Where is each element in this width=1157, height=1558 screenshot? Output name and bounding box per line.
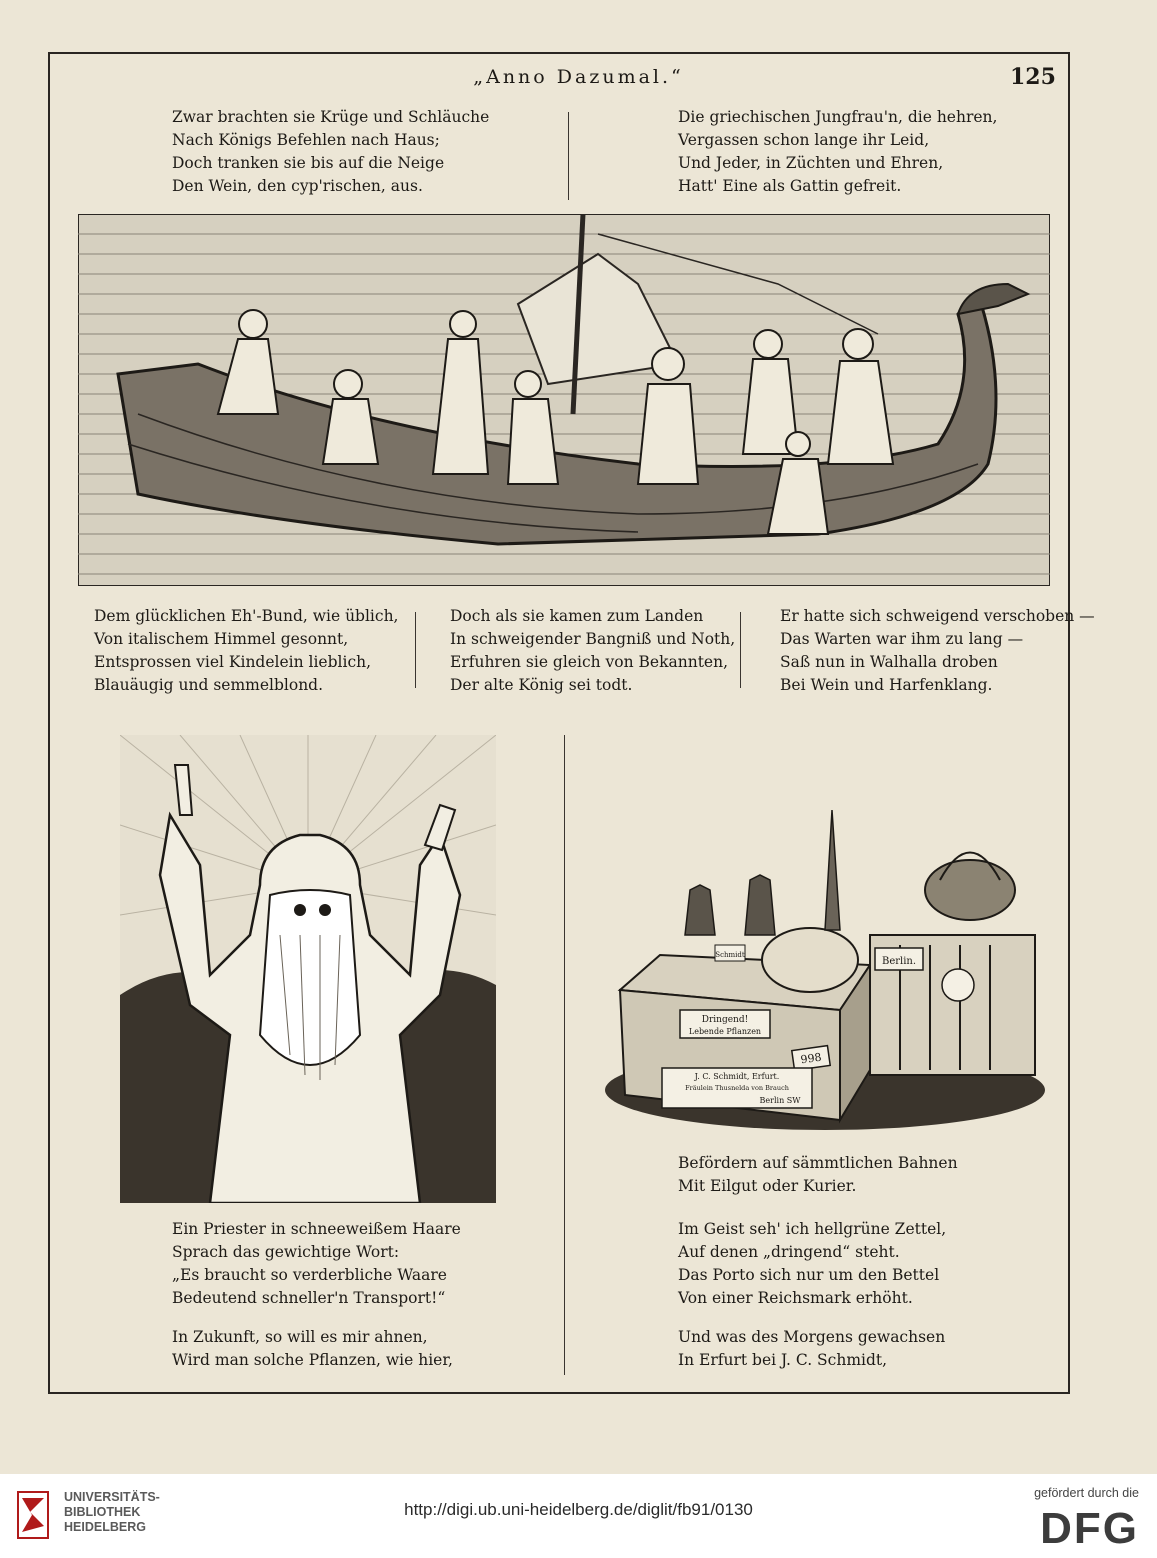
funding-note: gefördert durch die (1034, 1486, 1139, 1500)
column-divider (415, 612, 416, 688)
stanza-bottom-right-1: Befördern auf sämmtlichen Bahnen Mit Eilgut oder Kurier. (678, 1154, 958, 1195)
stanza-top-right: Die griechischen Jungfrau'n, die hehren, Vergassen schon lange ihr Leid, Und Jeder, in Züchten und Ehren, Hatt' Eine als Gattin gefreit. (678, 108, 998, 195)
priest-illustration (120, 735, 496, 1203)
viewer-footer (0, 1474, 1157, 1558)
column-divider (740, 612, 741, 688)
jar-label: Schmidt (715, 951, 745, 959)
stanza-bottom-right-2: Im Geist seh' ich hellgrüne Zettel, Auf denen „dringend“ steht. Das Porto sich nur um den Bettel Von einer Reichsmark erhöht. (678, 1220, 947, 1307)
page-header-title: „Anno Dazumal.“ (473, 66, 684, 88)
dfg-logo: DFG (1040, 1504, 1139, 1553)
ship-illustration (78, 214, 1050, 586)
permalink-url[interactable]: http://digi.ub.uni-heidelberg.de/diglit/fb91/0130 (404, 1500, 753, 1519)
stanza-bottom-right-3: Und was des Morgens gewachsen In Erfurt bei J. C. Schmidt, (678, 1328, 946, 1369)
crate-label-number: 998 (799, 1050, 823, 1067)
crate-label-city: Berlin SW (759, 1096, 801, 1105)
stanza-top-left: Zwar brachten sie Krüge und Schläuche Nach Königs Befehlen nach Haus; Doch tranken sie bis auf die Neige Den Wein, den cyp'rischen, aus. (172, 108, 490, 195)
crate-label-recipient: Fräulein Thusnelda von Brauch (685, 1084, 789, 1092)
stanza-mid-left: Dem glücklichen Eh'-Bund, wie üblich, Von italischem Himmel gesonnt, Entsprossen viel Kindelein lieblich, Blauäugig und semmelblond. (94, 607, 399, 694)
university-name: UNIVERSITÄTS- BIBLIOTHEK HEIDELBERG (64, 1490, 160, 1534)
column-divider (564, 735, 565, 1375)
cage-label: Berlin. (881, 956, 917, 967)
crate-label-sender: J. C. Schmidt, Erfurt. (694, 1072, 780, 1081)
stanza-bottom-left-2: In Zukunft, so will es mir ahnen, Wird man solche Pflanzen, wie hier, (172, 1328, 453, 1369)
stanza-mid-right: Er hatte sich schweigend verschoben — Das Warten war ihm zu lang — Saß nun in Walhalla droben Bei Wein und Harfenklang. (780, 607, 1095, 694)
crate-label-dringend: Dringend! (701, 1015, 749, 1025)
stanza-bottom-left-1: Ein Priester in schneeweißem Haare Sprach das gewichtige Wort: „Es braucht so verderbliche Waare Bedeutend schneller'n Transport!“ (172, 1220, 461, 1307)
crate-illustration (600, 770, 1050, 1140)
page-number: 125 (1010, 64, 1056, 90)
stanza-mid-center: Doch als sie kamen zum Landen In schweigender Bangniß und Noth, Erfuhren sie gleich von Bekannten, Der alte König sei todt. (450, 607, 736, 694)
column-divider (568, 112, 569, 200)
crate-label-lebende: Lebende Pflanzen (688, 1027, 762, 1036)
